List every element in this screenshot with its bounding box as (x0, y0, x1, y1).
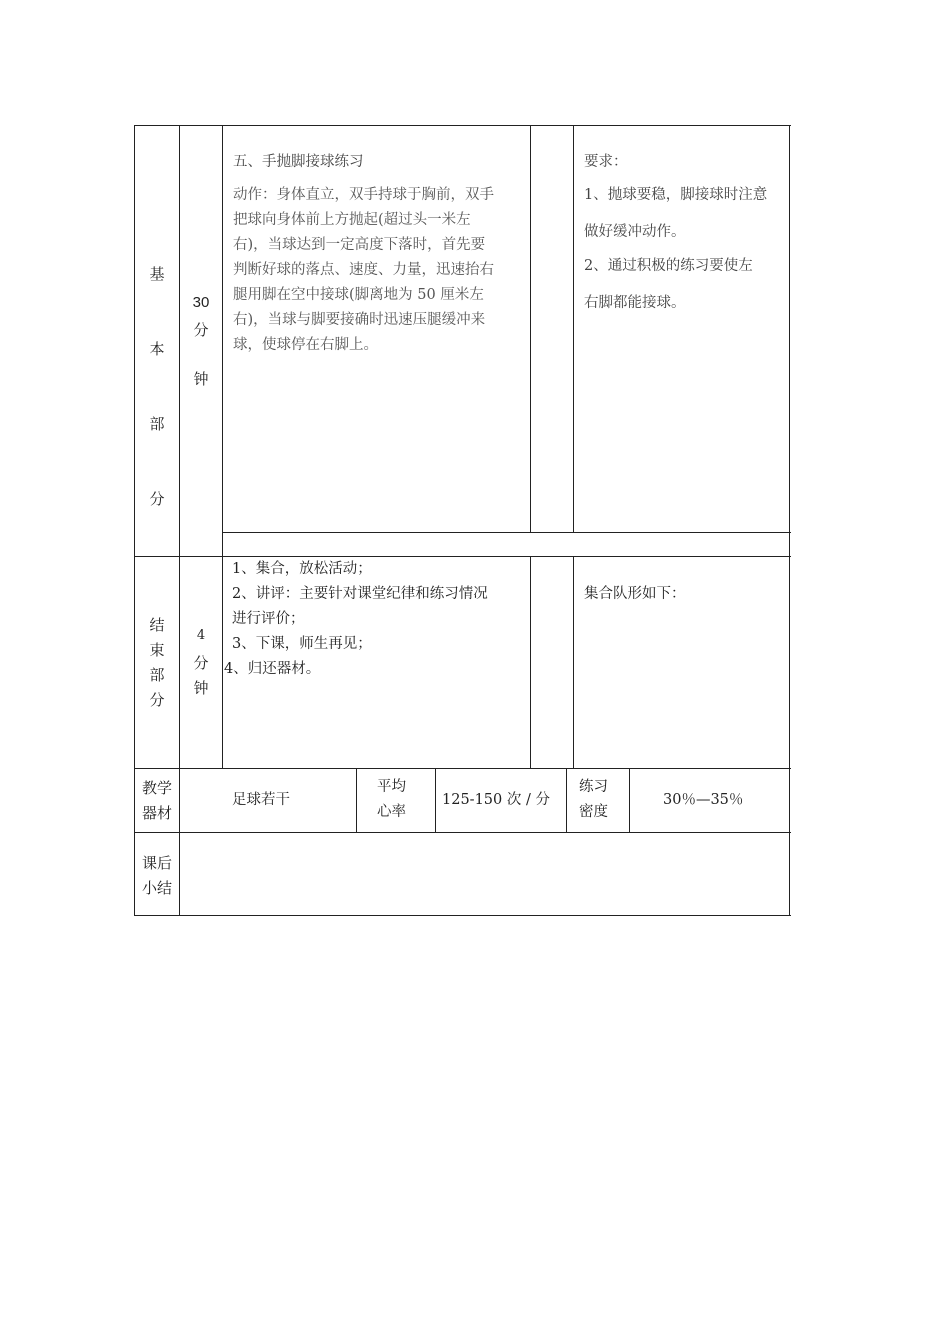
heart-rate-label-line: 平均 (377, 779, 406, 795)
table-rule (179, 125, 180, 916)
section-char: 束 (149, 641, 165, 659)
requirement-line: 2、通过积极的练习要使左 (584, 258, 753, 274)
drill-description-line: 动作：身体直立，双手持球于胸前，双手 (233, 187, 494, 203)
summary-label-line: 课后 (141, 854, 172, 872)
section-char: 结 (149, 616, 165, 634)
table-border-top (134, 125, 791, 126)
heart-rate-label-line: 心率 (377, 804, 406, 820)
section-char: 分 (149, 490, 165, 508)
table-border-right (789, 125, 790, 916)
section-char: 部 (149, 415, 165, 433)
duration-number: 4 (196, 628, 206, 643)
equipment-label-line: 教学 (141, 779, 172, 797)
density-value: 30％—35％ (663, 792, 744, 808)
section-char: 部 (149, 666, 165, 684)
drill-description-line: 球，使球停在右脚上。 (233, 337, 378, 353)
requirement-line: 做好缓冲动作。 (584, 224, 686, 240)
section-char: 基 (149, 265, 165, 283)
drill-description-line: 右)，当球达到一定高度下落时，首先要 (233, 237, 486, 253)
table-rule (573, 125, 574, 533)
duration-unit: 分 (193, 321, 209, 339)
table-rule (435, 768, 436, 832)
table-rule (530, 125, 531, 533)
ending-step-line: 4、归还器材。 (224, 661, 321, 677)
requirement-line: 1、抛球要稳，脚接球时注意 (584, 187, 768, 203)
ending-step-line: 3、下课，师生再见； (232, 636, 372, 652)
drill-title: 五、手抛脚接球练习 (233, 154, 364, 170)
density-label-line: 练习 (579, 779, 608, 795)
table-rule (573, 556, 574, 768)
duration-unit: 分 (193, 654, 209, 672)
density-label-line: 密度 (579, 804, 608, 820)
ending-step-line: 进行评价； (232, 611, 305, 627)
table-rule (356, 768, 357, 832)
section-char: 分 (149, 691, 165, 709)
duration-number: 30 (192, 294, 210, 311)
equipment-label-line: 器材 (141, 804, 172, 822)
drill-description-line: 判断好球的落点、速度、力量，迅速抬右 (233, 262, 494, 278)
requirement-line: 右脚都能接球。 (584, 295, 686, 311)
drill-description-line: 腿用脚在空中接球(脚离地为 50 厘米左 (233, 287, 484, 303)
ending-step-line: 1、集合，放松活动； (232, 561, 372, 577)
table-rule (629, 768, 630, 832)
table-border-bottom (134, 915, 791, 916)
summary-label-line: 小结 (141, 879, 172, 897)
duration-unit: 钟 (193, 679, 209, 697)
summary-content[interactable] (181, 834, 788, 914)
table-rule (134, 556, 791, 557)
drill-description-line: 右)，当球与脚要接确时迅速压腿缓冲来 (233, 312, 486, 328)
table-rule (566, 768, 567, 832)
duration-unit: 钟 (193, 370, 209, 388)
equipment-value: 足球若干 (232, 792, 290, 808)
heart-rate-value: 125-150 次 / 分 (442, 792, 550, 808)
section-char: 本 (149, 340, 165, 358)
table-rule (222, 532, 791, 533)
drill-description-line: 把球向身体前上方抛起(超过头一米左 (233, 212, 471, 228)
formation-label: 集合队形如下： (584, 586, 686, 602)
table-rule (134, 768, 791, 769)
requirement-line: 要求： (584, 154, 628, 170)
table-rule (530, 556, 531, 768)
ending-step-line: 2、讲评：主要针对课堂纪律和练习情况 (232, 586, 488, 602)
